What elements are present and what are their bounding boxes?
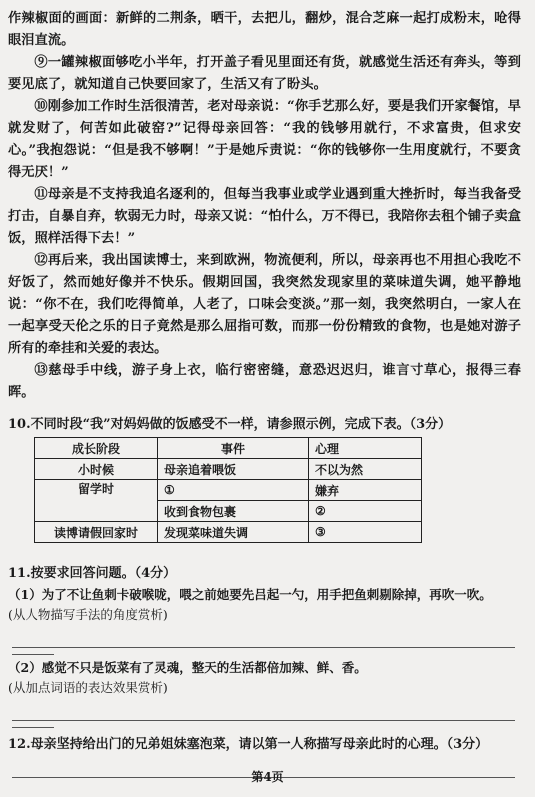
table-row <box>35 459 422 480</box>
table-cell: 收到食物包裹 <box>158 501 309 522</box>
table-header-row <box>35 438 422 459</box>
table-cell: 留学时 <box>35 480 158 522</box>
table-row <box>35 522 422 543</box>
passage-p13: ⑬慈母手中线，游子身上衣，临行密密缝，意恐迟迟归，谁言寸草心，报得三春晖。 <box>8 363 521 400</box>
table-cell: 读博请假回家时 <box>35 522 158 543</box>
table-cell: 发现菜味道失调 <box>158 522 309 543</box>
question-11-hint-2: (从加点词语的表达效果赏析) <box>8 680 168 695</box>
answer-line[interactable] <box>12 698 515 721</box>
question-11-hint-1: (从人物描写手法的角度赏析) <box>8 607 168 622</box>
table-cell[interactable]: ① <box>158 480 309 501</box>
table-cell: 嫌弃 <box>309 480 422 501</box>
answer-line[interactable] <box>12 625 515 648</box>
table-header-event: 事件 <box>158 438 309 459</box>
question-12: 12.母亲坚持给出门的兄弟姐妹塞泡菜，请以第一人称描写母亲此时的心理。（3分） <box>8 737 489 752</box>
passage-p9: ⑨一罐辣椒面够吃小半年，打开盖子看见里面还有货，就感觉生活还有奔头，等到要见底了，就知道自己快要回家了，生活又有了盼头。 <box>8 55 521 92</box>
table-header-feeling: 心理 <box>309 438 422 459</box>
table-row <box>35 480 422 501</box>
question-11: 11.按要求回答问题。（4分） <box>8 566 177 581</box>
table-cell: 不以为然 <box>309 459 422 480</box>
table-header-stage: 成长阶段 <box>35 438 158 459</box>
passage-p12: ⑫再后来，我出国读博士，来到欧洲，物流便利，所以，母亲再也不用担心我吃不好饭了，然而她好像并不快乐。假期回国，我突然发现家里的菜味道失调，她平静地说：“你不在，我们吃得简单，人老了，口味会变淡。”那一刻，我突然明白，一家人在一起享受天伦之乐的日子竟然是那么屈指可数，而那一份份精致的食物，也是她对游子所有的牵挂和关爱的表达。 <box>8 253 521 356</box>
passage-p11: ⑪母亲是不支持我追名逐利的，但每当我事业或学业遇到重大挫折时，每当我备受打击，自暴自弃，软弱无力时，母亲又说：“怕什么，万不得已，我陪你去租个铺子卖盒饭，照样活得下去！” <box>8 187 521 246</box>
table-cell: 小时候 <box>35 459 158 480</box>
passage-p10: ⑩刚参加工作时生活很清苦，老对母亲说：“你手艺那么好，要是我们开家餐馆，早就发财了，何苦如此破窑?”记得母亲回答：“我的钱够用就行，不求富贵，但求安心。”我抱怨说：“但是我不够啊！”于是她斥责说：“你的钱够你一生用度就行，不要贪得无厌！” <box>8 99 521 180</box>
passage-intro: 作辣椒面的画面：新鲜的二荆条，晒干，去把儿，翻炒，混合芝麻一起打成粉末，呛得眼泪直流。 <box>8 11 521 48</box>
answer-line-short[interactable] <box>12 727 54 728</box>
table-cell: 母亲追着喂饭 <box>158 459 309 480</box>
question-11-item-2: （2）感觉不只是饭菜有了灵魂，整天的生活都倍加辣、鲜、香。 <box>8 660 367 675</box>
page-number: 第4页 <box>251 770 284 784</box>
answer-line-short[interactable] <box>12 654 54 655</box>
feeling-table <box>34 437 422 543</box>
question-11-item-1: （1）为了不让鱼刺卡破喉咙，喂之前她要先吕起一勺，用手把鱼刺剔除掉，再吹一吹。 <box>8 587 492 602</box>
table-cell[interactable]: ② <box>309 501 422 522</box>
table-cell[interactable]: ③ <box>309 522 422 543</box>
question-10: 10.不同时段“我”对妈妈做的饭感受不一样，请参照示例，完成下表。（3分） <box>8 417 452 432</box>
